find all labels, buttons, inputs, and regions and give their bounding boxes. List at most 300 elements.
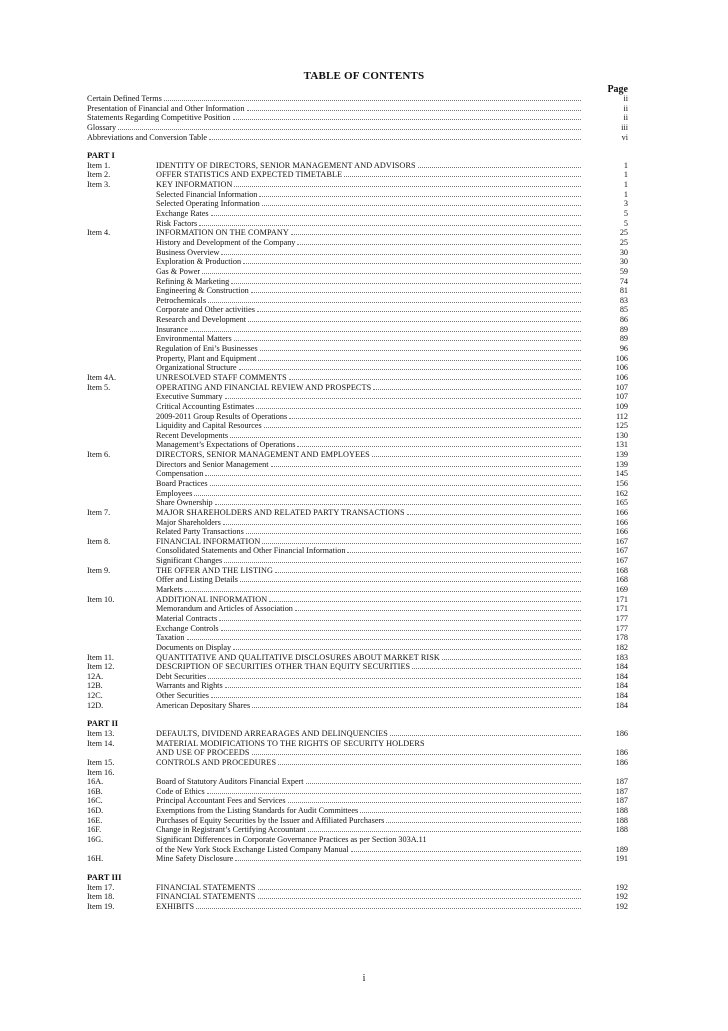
entry-title[interactable]: Offer and Listing Details [156,575,238,585]
toc-row [87,334,628,344]
item-number: 16D. [87,806,104,816]
toc-row [87,104,628,114]
entry-title[interactable]: Exploration & Production [156,257,242,267]
page-number: 188 [615,806,628,816]
page-number: 25 [619,228,628,238]
page-number: 166 [615,527,628,537]
dot-leader [297,244,581,245]
dot-leader [219,620,581,621]
page-number: 3 [623,199,628,209]
entry [156,796,581,806]
page-number: 186 [615,748,628,758]
entry [156,662,581,672]
toc-row [87,825,628,835]
entry-title[interactable]: EXHIBITS [156,901,195,911]
item-number: 16H. [87,854,104,864]
dot-leader [291,234,581,235]
entry-title[interactable]: Share Ownership [156,498,213,508]
entry-title[interactable]: OPERATING AND FINANCIAL REVIEW AND PROSPECTS [156,382,372,392]
entry [156,556,581,566]
dot-leader [442,659,581,660]
entry [156,373,581,383]
toc-row [87,199,628,209]
toc-row [87,296,628,306]
dot-leader [225,687,581,688]
dot-leader [215,504,581,505]
entry-title[interactable]: Related Party Transactions [156,527,244,537]
entry [156,315,581,325]
toc-row [87,556,628,566]
page-number: 107 [615,382,628,392]
dot-leader [185,591,581,592]
item-number: 16F. [87,825,102,835]
dot-leader [258,889,581,890]
page-number: 89 [619,334,628,344]
toc-row [87,373,628,383]
item-number: Item 17. [87,882,115,892]
dot-leader [231,283,581,284]
page-number: 167 [615,556,628,566]
entry [156,498,581,508]
toc-row [87,219,628,229]
entry [156,469,581,479]
entry-title[interactable]: Presentation of Financial and Other Information [87,103,245,113]
page-number: 191 [615,854,628,864]
page-number: 89 [619,324,628,334]
entry-title[interactable]: Property, Plant and Equipment [156,353,257,363]
item-number: Item 1. [87,160,111,170]
item-number: Item 14. [87,738,115,748]
toc-row [87,113,628,123]
dot-leader [344,176,581,177]
page-number: 106 [615,372,628,382]
entry [156,729,581,739]
entry [156,170,581,180]
item-number: Item 15. [87,757,115,767]
entry [156,883,581,893]
toc-row [87,701,628,711]
entry-title[interactable]: Exchange Rates [156,209,209,219]
entry-title[interactable]: Organizational Structure [156,363,237,373]
toc-row [87,585,628,595]
entry [156,806,581,816]
entry [156,643,581,653]
toc-row [87,431,628,441]
toc-row [87,392,628,402]
entry [156,199,581,209]
entry-title[interactable]: Business Overview [156,247,220,257]
item-number: 12B. [87,681,103,691]
dot-leader [223,524,581,525]
entry-title[interactable]: Gas & Power [156,266,201,276]
toc-row [87,238,628,248]
entry-title[interactable]: Principal Accountant Fees and Services [156,796,286,806]
entry-title[interactable]: CONTROLS AND PROCEDURES [156,757,277,767]
toc-row [87,315,628,325]
dot-leader [269,601,581,602]
item-number: Item 4. [87,228,111,238]
toc-row [87,758,628,768]
toc-row [87,546,628,556]
toc-row [87,363,628,373]
entry [156,835,581,845]
toc-row [87,469,628,479]
dot-leader [258,360,581,361]
page-number: 187 [615,786,628,796]
entry [87,113,581,123]
entry [156,825,581,835]
entry-title[interactable]: Board Practices [156,478,208,488]
entry [156,546,581,556]
page-number: 5 [623,218,628,228]
dot-leader [271,466,581,467]
toc-row [87,489,628,499]
entry-title[interactable]: Directors and Senior Management [156,459,269,469]
dot-leader [194,495,581,496]
dot-leader [288,802,581,803]
item-number: Item 8. [87,536,111,546]
entry-title[interactable]: Statements Regarding Competitive Position [87,113,231,123]
toc-row [87,440,628,450]
page-number: 107 [615,392,628,402]
item-number: Item 18. [87,892,115,902]
entry-title[interactable]: Liquidity and Capital Resources [156,421,262,431]
toc-row [87,228,628,238]
toc-row [87,691,628,701]
page-number: 168 [615,575,628,585]
item-number: Item 7. [87,507,111,517]
page-number: 178 [615,633,628,643]
toc-row [87,845,628,855]
dot-leader [306,783,581,784]
dot-leader [252,754,581,755]
entry-title[interactable]: Other Securities [156,691,209,701]
item-number: 12D. [87,700,104,710]
toc-row [87,421,628,431]
page-number: 184 [615,700,628,710]
page-number: 81 [619,286,628,296]
part-header: PART I [87,150,115,161]
dot-leader [407,514,581,515]
entry [87,123,581,133]
entry-title[interactable]: Consolidated Statements and Other Financial Information [156,546,346,556]
entry [156,248,581,258]
entry-title[interactable]: Code of Ethics [156,786,205,796]
dot-leader [251,292,581,293]
dot-leader [224,562,581,563]
entry-title[interactable]: Board of Statutory Auditors Financial Expert [156,777,304,787]
page-number: 187 [615,796,628,806]
dot-leader [278,764,581,765]
dot-leader [210,485,581,486]
page-number: 188 [615,825,628,835]
toc-row [87,508,628,518]
page-column-header: Page [607,84,628,95]
dot-leader [240,581,581,582]
entry-title[interactable]: Insurance [156,324,188,334]
toc-row [87,267,628,277]
toc-row [87,123,628,133]
entry [156,180,581,190]
page-number: 59 [619,266,628,276]
entry [156,489,581,499]
page-number: vi [621,132,628,142]
entry [156,296,581,306]
entry-title[interactable]: Purchases of Equity Securities by the Issuer and Affiliated Purchasers [156,815,385,825]
entry [156,748,581,758]
entry-title[interactable]: Warrants and Rights [156,681,223,691]
entry [156,604,581,614]
page-number: 188 [615,815,628,825]
entry-title[interactable]: Debt Securities [156,671,207,681]
entry-title[interactable]: Executive Summary [156,392,223,402]
toc-row [87,883,628,893]
entry [156,412,581,422]
toc-row [87,854,628,864]
entry-title[interactable]: Refining & Marketing [156,276,230,286]
toc-row [87,748,628,758]
dot-leader [235,860,581,861]
page-number: 5 [623,209,628,219]
toc-row [87,643,628,653]
dot-leader [289,418,581,419]
dot-leader [264,427,581,428]
entry-title[interactable]: UNRESOLVED STAFF COMMENTS [156,372,287,382]
entry-title[interactable]: Regulation of Eni’s Businesses [156,344,258,354]
entry-title[interactable]: FINANCIAL STATEMENTS [156,882,256,892]
toc-row [87,527,628,537]
entry [156,190,581,200]
entry [156,527,581,537]
dot-leader [386,822,581,823]
entry-title[interactable]: Taxation [156,633,185,643]
page-number: 187 [615,777,628,787]
entry-title[interactable]: QUANTITATIVE AND QUALITATIVE DISCLOSURES ABOUT MARKET RISK [156,652,440,662]
entry [156,440,581,450]
toc-row [87,498,628,508]
dot-leader [234,186,581,187]
toc-row [87,729,628,739]
dot-leader [257,311,581,312]
toc-row [87,614,628,624]
entry [156,845,581,855]
item-number: Item 4A. [87,372,117,382]
entry-title[interactable]: DEFAULTS, DIVIDEND ARREARAGES AND DELINQUENCIES [156,729,388,738]
toc-row [87,796,628,806]
entry-title[interactable]: FINANCIAL STATEMENTS [156,892,256,902]
entry-title[interactable]: OFFER STATISTICS AND EXPECTED TIMETABLE [156,170,343,180]
entry-title[interactable]: Abbreviations and Conversion Table [87,132,208,142]
page-number: 1 [623,189,628,199]
entry-title[interactable]: KEY INFORMATION [156,180,233,190]
toc-row [87,277,628,287]
toc-row [87,835,628,845]
entry-title[interactable]: History and Development of the Company [156,237,296,247]
entry [156,508,581,518]
toc-row [87,354,628,364]
entry-title[interactable]: AND USE OF PROCEEDS [156,748,250,758]
page-number: 167 [615,546,628,556]
entry-title[interactable]: Memorandum and Articles of Association [156,604,293,614]
entry [156,431,581,441]
toc-row [87,518,628,528]
page-number: 192 [615,882,628,892]
part-header: PART III [87,871,122,882]
entry-title[interactable]: MAJOR SHAREHOLDERS AND RELATED PARTY TRANSACTIONS [156,507,405,517]
entry [156,701,581,711]
entry-title[interactable]: Employees [156,488,193,498]
entry-title[interactable]: MATERIAL MODIFICATIONS TO THE RIGHTS OF SECURITY HOLDERS [156,738,425,748]
entry-title[interactable]: Risk Factors [156,218,198,228]
entry-title[interactable]: Exchange Controls [156,623,219,633]
toc-row [87,892,628,902]
entry [156,209,581,219]
page-number: 184 [615,691,628,701]
toc-row [87,209,628,219]
entry [156,777,581,787]
entry-title[interactable]: Selected Operating Information [156,199,260,209]
page-title: TABLE OF CONTENTS [303,70,425,82]
entry-title[interactable]: American Depositary Shares [156,700,251,710]
entry-title[interactable]: Petrochemicals [156,295,207,305]
dot-leader [262,205,581,206]
toc-row [87,190,628,200]
entry [156,334,581,344]
dot-leader [221,254,581,255]
dot-leader [259,196,581,197]
entry-title[interactable]: 2009-2011 Group Results of Operations [156,411,288,421]
page-number: 85 [619,305,628,315]
page-number: 30 [619,247,628,257]
entry-title[interactable]: Change in Registrant’s Certifying Accountant [156,825,306,835]
dot-leader [248,321,581,322]
entry-title[interactable]: Material Contracts [156,613,218,623]
toc-row [87,412,628,422]
toc-row [87,681,628,691]
item-number: 12C. [87,691,103,701]
toc-row [87,325,628,335]
entry-title[interactable]: Critical Accounting Estimates [156,401,255,411]
entry-title[interactable]: Recent Developments [156,430,229,440]
entry [156,392,581,402]
toc-row [87,787,628,797]
item-number: 16B. [87,786,103,796]
page-number: 167 [615,536,628,546]
dot-leader [234,340,581,341]
page-number: 139 [615,450,628,460]
entry-title[interactable]: Management’s Expectations of Operations [156,440,296,450]
toc-row [87,662,628,672]
entry-title[interactable]: Documents on Display [156,642,232,652]
toc-row [87,133,628,143]
entry [87,94,581,104]
dot-leader [262,543,581,544]
entry-title[interactable]: ADDITIONAL INFORMATION [156,594,268,604]
spacer [87,142,628,151]
page-number: 125 [615,421,628,431]
entry [156,575,581,585]
item-number: Item 16. [87,767,115,777]
entry [156,363,581,373]
item-number: Item 9. [87,565,111,575]
entry-title[interactable]: Significant Differences in Corporate Governance Practices as per Section 303A.11 [156,835,427,845]
entry [156,595,581,605]
item-number: 16G. [87,835,104,845]
entry [156,277,581,287]
page-number: ii [623,94,628,103]
entry-title[interactable]: Selected Financial Information [156,189,258,199]
entry [156,305,581,315]
entry-title[interactable]: THE OFFER AND THE LISTING [156,565,273,575]
page-number: 145 [615,469,628,479]
page-number: 131 [615,440,628,450]
entry-title[interactable]: Compensation [156,469,204,479]
dot-leader [199,225,581,226]
entry-title[interactable]: Major Shareholders [156,517,221,527]
entry-title[interactable]: INFORMATION ON THE COMPANY [156,228,289,238]
entry [156,325,581,335]
dot-leader [225,398,581,399]
page-number: 189 [615,844,628,854]
entry-title[interactable]: Engineering & Construction [156,286,249,296]
entry-title[interactable]: Glossary [87,122,117,132]
toc-row [87,344,628,354]
entry-title[interactable]: DESCRIPTION OF SECURITIES OTHER THAN EQUITY SECURITIES [156,662,411,672]
toc-row [87,633,628,643]
entry-title[interactable]: Environmental Matters [156,334,232,344]
page-number: 186 [615,729,628,738]
entry-title[interactable]: of the New York Stock Exchange Listed Company Manual [156,844,349,854]
spacer [87,710,628,719]
dot-leader [412,668,581,669]
dot-leader [190,331,581,332]
spacer [87,864,628,873]
item-number: Item 13. [87,729,115,738]
entry-title[interactable]: DIRECTORS, SENIOR MANAGEMENT AND EMPLOYEES [156,450,370,460]
entry-title[interactable]: Research and Development [156,315,247,325]
entry-title[interactable]: Corporate and Other activities [156,305,255,315]
table-of-contents [87,94,628,912]
entry [156,161,581,171]
entry-title[interactable]: Certain Defined Terms [87,94,162,103]
entry-title[interactable]: FINANCIAL INFORMATION [156,536,261,546]
page-number: 96 [619,344,628,354]
toc-row [87,806,628,816]
item-number: Item 3. [87,180,111,190]
entry [156,672,581,682]
entry-title[interactable]: Exemptions from the Listing Standards for Audit Committees [156,806,359,816]
page-number: 106 [615,353,628,363]
page-number: 168 [615,565,628,575]
toc-row [87,653,628,663]
page-number: 130 [615,430,628,440]
toc-row [87,248,628,258]
item-number: 16A. [87,777,104,787]
entry-title[interactable]: Markets [156,585,183,595]
entry [156,479,581,489]
toc-row [87,672,628,682]
entry [156,691,581,701]
page-number: 166 [615,517,628,527]
entry-title[interactable]: IDENTITY OF DIRECTORS, SENIOR MANAGEMENT AND ADVISORS [156,160,416,170]
toc-row [87,460,628,470]
entry-title[interactable]: Mine Safety Disclosure [156,854,234,864]
entry-title[interactable]: Significant Changes [156,556,223,566]
toc-row [87,777,628,787]
entry [156,537,581,547]
entry [87,133,581,143]
dot-leader [308,831,581,832]
